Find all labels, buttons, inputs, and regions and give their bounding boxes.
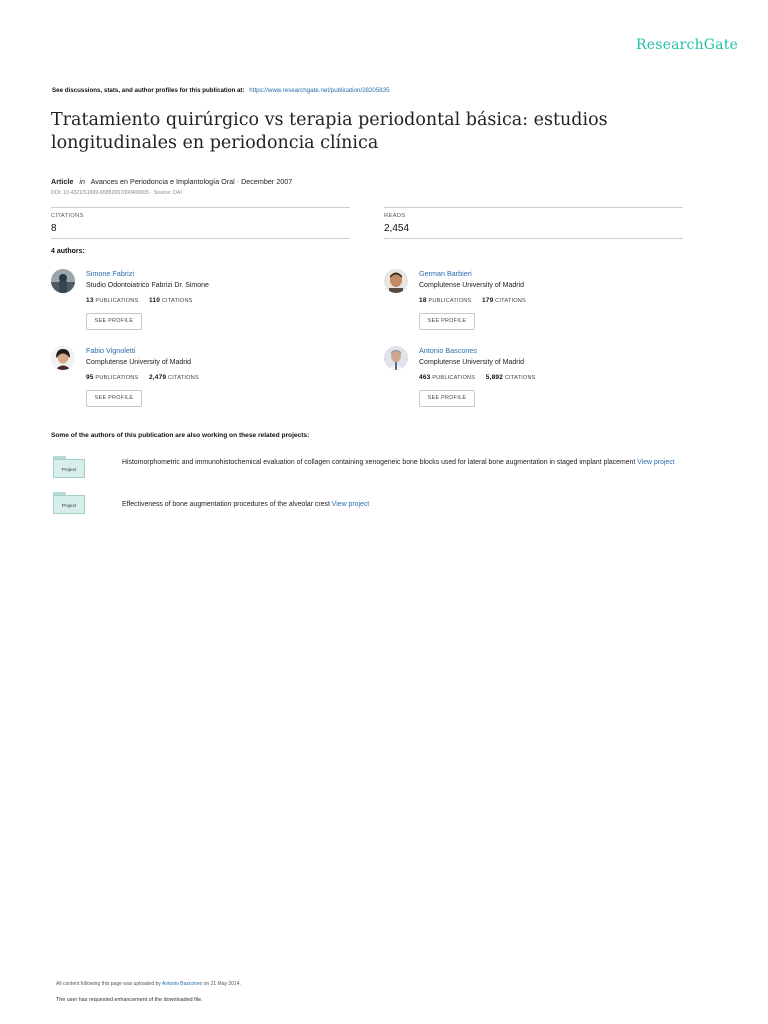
project-title: Histomorphometric and immunohistochemical evaluation of collagen containing xenogeneic bone blocks used for lateral bone augmentation in staged implant placement bbox=[122, 459, 636, 466]
author-stats bbox=[86, 297, 193, 304]
author-stats bbox=[419, 297, 526, 304]
related-projects-heading: Some of the authors of this publication are also working on these related projects: bbox=[51, 432, 310, 439]
article-meta-line bbox=[51, 177, 292, 186]
see-profile-button[interactable]: SEE PROFILE bbox=[419, 313, 475, 330]
project-folder-label: Project bbox=[53, 495, 85, 514]
author-publications-count: 463 bbox=[419, 374, 431, 381]
author-name[interactable]: German Barbieri bbox=[419, 269, 472, 278]
see-profile-button[interactable]: SEE PROFILE bbox=[86, 313, 142, 330]
author-citations-count: 110 bbox=[148, 297, 161, 304]
journal-date: Avances en Periodoncia e Implantología Oral · December 2007 bbox=[90, 177, 293, 186]
author-stats bbox=[419, 374, 536, 381]
author-publications-count: 95 bbox=[86, 374, 94, 381]
reads-value: 2,454 bbox=[384, 223, 410, 234]
citations-bottom-divider bbox=[51, 238, 350, 239]
author-avatar[interactable] bbox=[51, 269, 75, 293]
author-citations-count: 179 bbox=[481, 297, 494, 304]
project-folder-label: Project bbox=[53, 459, 85, 478]
enhancement-note: The user has requested enhancement of the downloaded file. bbox=[56, 997, 203, 1003]
publications-label: PUBLICATIONS bbox=[432, 375, 476, 381]
see-discussions-line bbox=[52, 87, 390, 94]
view-project-link[interactable]: View project bbox=[637, 459, 675, 466]
see-profile-button[interactable]: SEE PROFILE bbox=[86, 390, 142, 407]
project-folder-icon[interactable] bbox=[53, 492, 85, 514]
article-type-label: Article bbox=[51, 177, 74, 186]
citations-label: CITATIONS bbox=[161, 298, 193, 304]
citations-label: CITATIONS bbox=[495, 298, 526, 304]
author-card bbox=[51, 269, 351, 339]
doi-source: DOI: 10.4321/S1699-65852007000400005 · Source: OAI bbox=[51, 190, 182, 196]
in-label: in bbox=[79, 177, 85, 186]
publications-label: PUBLICATIONS bbox=[95, 298, 139, 304]
publications-label: PUBLICATIONS bbox=[428, 298, 472, 304]
project-title: Effectiveness of bone augmentation procedures of the alveolar crest bbox=[122, 501, 330, 508]
author-citations-count: 5,892 bbox=[485, 374, 504, 381]
author-avatar[interactable] bbox=[384, 346, 408, 370]
see-discussions-text: See discussions, stats, and author profiles for this publication at: bbox=[52, 87, 245, 94]
author-avatar[interactable] bbox=[384, 269, 408, 293]
reads-divider bbox=[384, 207, 683, 208]
citations-label: CITATIONS bbox=[168, 375, 199, 381]
author-name[interactable]: Fabio Vignoletti bbox=[86, 346, 136, 355]
author-affiliation: Complutense University of Madrid bbox=[419, 282, 525, 289]
author-affiliation: Studio Odontoiatrico Fabrizi Dr. Simone bbox=[86, 282, 209, 289]
author-name[interactable]: Simone Fabrizi bbox=[86, 269, 134, 278]
author-citations-count: 2,479 bbox=[148, 374, 167, 381]
author-stats bbox=[86, 374, 199, 381]
uploaded-suffix: on 21 May 2014. bbox=[203, 981, 241, 987]
see-profile-button[interactable]: SEE PROFILE bbox=[419, 390, 475, 407]
publication-title: Tratamiento quirúrgico vs terapia periodontal básica: estudios longitudinales en periodoncia clínica bbox=[51, 110, 608, 153]
author-publications-count: 13 bbox=[86, 297, 94, 304]
view-project-link[interactable]: View project bbox=[331, 501, 370, 508]
related-project-item bbox=[122, 457, 702, 470]
uploaded-prefix: All content following this page was uploaded by bbox=[56, 981, 161, 987]
reads-label: READS bbox=[384, 213, 406, 219]
author-avatar[interactable] bbox=[51, 346, 75, 370]
author-affiliation: Complutense University of Madrid bbox=[86, 359, 192, 366]
reads-bottom-divider bbox=[384, 238, 683, 239]
researchgate-logo[interactable]: ResearchGate bbox=[636, 37, 739, 53]
citations-label: CITATIONS bbox=[51, 213, 84, 219]
uploader-link[interactable]: Antonio Bascones bbox=[161, 981, 203, 987]
uploaded-by-line bbox=[56, 981, 241, 987]
author-name[interactable]: Antonio Bascones bbox=[419, 346, 477, 355]
citations-divider bbox=[51, 207, 350, 208]
citations-value: 8 bbox=[51, 223, 57, 234]
project-folder-icon[interactable] bbox=[53, 456, 85, 478]
author-publications-count: 18 bbox=[419, 297, 427, 304]
author-card bbox=[384, 346, 684, 416]
publication-url-link[interactable]: https://www.researchgate.net/publication/28205835 bbox=[249, 87, 390, 94]
author-card bbox=[384, 269, 684, 339]
citations-label: CITATIONS bbox=[504, 375, 536, 381]
authors-heading: 4 authors: bbox=[51, 248, 85, 255]
author-card bbox=[51, 346, 351, 416]
publications-label: PUBLICATIONS bbox=[95, 375, 139, 381]
author-affiliation: Complutense University of Madrid bbox=[419, 359, 525, 366]
related-project-item bbox=[122, 499, 702, 512]
